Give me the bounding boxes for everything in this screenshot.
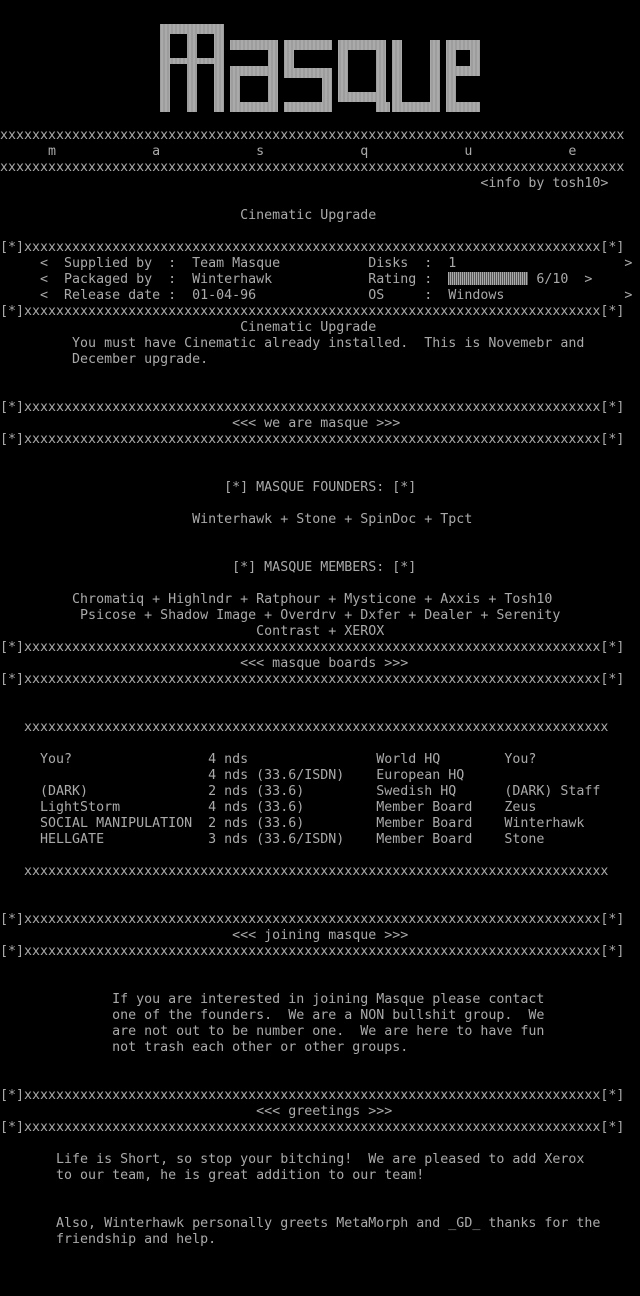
nfo-line-text: xxxxxxxxxxxxxxxxxxxxxxxxxxxxxxxxxxxxxxxxxxxxxxxxxxxxxxxxxxxxxxxxxxxxxxxxxxxxxx bbox=[0, 160, 625, 175]
nfo-line-text: Contrast + XEROX bbox=[0, 624, 385, 639]
nfo-line bbox=[0, 144, 576, 160]
nfo-line-text: [*]xxxxxxxxxxxxxxxxxxxxxxxxxxxxxxxxxxxxxxxxxxxxxxxxxxxxxxxxxxxxxxxxxxxxxxxx[*] bbox=[0, 944, 625, 959]
logo-block bbox=[230, 102, 278, 112]
masque-logo bbox=[160, 16, 480, 112]
nfo-line bbox=[0, 592, 552, 608]
nfo-line-text: SOCIAL MANIPULATION 2 nds (33.6) Member Board Winterhawk bbox=[0, 816, 585, 831]
nfo-line bbox=[0, 624, 384, 640]
nfo-line-text: 4 nds (33.6/ISDN) European HQ bbox=[0, 768, 465, 783]
nfo-line bbox=[0, 352, 208, 368]
nfo-line-text: xxxxxxxxxxxxxxxxxxxxxxxxxxxxxxxxxxxxxxxxxxxxxxxxxxxxxxxxxxxxxxxxxxxxxxxxx bbox=[0, 720, 609, 735]
nfo-line-text: are not out to be number one. We are here to have fun bbox=[0, 1024, 545, 1039]
nfo-line-text: Chromatiq + Highlndr + Ratphour + Mysticone + Axxis + Tosh10 bbox=[0, 592, 553, 607]
nfo-line bbox=[0, 336, 584, 352]
nfo-line bbox=[0, 416, 400, 432]
nfo-line-text: Winterhawk + Stone + SpinDoc + Tpct bbox=[0, 512, 473, 527]
nfo-line bbox=[0, 992, 544, 1008]
nfo-line-text: HELLGATE 3 nds (33.6/ISDN) Member Board Stone bbox=[0, 832, 545, 847]
nfo-line-text: [*]xxxxxxxxxxxxxxxxxxxxxxxxxxxxxxxxxxxxxxxxxxxxxxxxxxxxxxxxxxxxxxxxxxxxxxxx[*] bbox=[0, 640, 625, 655]
nfo-line-text: [*]xxxxxxxxxxxxxxxxxxxxxxxxxxxxxxxxxxxxxxxxxxxxxxxxxxxxxxxxxxxxxxxxxxxxxxxx[*] bbox=[0, 432, 625, 447]
nfo-line bbox=[0, 512, 472, 528]
logo-block bbox=[338, 92, 386, 102]
nfo-line bbox=[0, 304, 624, 320]
nfo-line-text: Also, Winterhawk personally greets MetaMorph and _GD_ thanks for the bbox=[0, 1216, 601, 1231]
nfo-line bbox=[0, 1232, 216, 1248]
nfo-line bbox=[0, 720, 608, 736]
nfo-line-text: [*]xxxxxxxxxxxxxxxxxxxxxxxxxxxxxxxxxxxxxxxxxxxxxxxxxxxxxxxxxxxxxxxxxxxxxxxx[*] bbox=[0, 912, 625, 927]
nfo-line-text: [*] MASQUE MEMBERS: [*] bbox=[0, 560, 417, 575]
nfo-line-text: You must have Cinematic already installed. This is Novemebr and bbox=[0, 336, 585, 351]
nfo-line-text: [*]xxxxxxxxxxxxxxxxxxxxxxxxxxxxxxxxxxxxxxxxxxxxxxxxxxxxxxxxxxxxxxxxxxxxxxxx[*] bbox=[0, 240, 625, 255]
nfo-line bbox=[0, 400, 624, 416]
rating-value: 6/10 > bbox=[528, 272, 593, 287]
logo-block bbox=[160, 24, 170, 112]
nfo-line bbox=[0, 928, 408, 944]
nfo-line-text: Psicose + Shadow Image + Overdrv + Dxfer + Dealer + Serenity bbox=[0, 608, 561, 623]
nfo-line bbox=[0, 784, 600, 800]
nfo-line bbox=[0, 608, 560, 624]
nfo-line-text: You? 4 nds World HQ You? bbox=[0, 752, 537, 767]
nfo-line bbox=[0, 912, 624, 928]
nfo-line bbox=[0, 176, 608, 192]
nfo-line bbox=[0, 672, 624, 688]
rating-line bbox=[0, 272, 592, 288]
nfo-line bbox=[0, 656, 408, 672]
nfo-line-text: <<< we are masque >>> bbox=[0, 416, 401, 431]
nfo-line bbox=[0, 816, 584, 832]
nfo-line-text: m a s q u e bbox=[0, 144, 577, 159]
nfo-line bbox=[0, 208, 376, 224]
nfo-line-text: December upgrade. bbox=[0, 352, 209, 367]
nfo-line-text: <<< masque boards >>> bbox=[0, 656, 409, 671]
nfo-line-text: not trash each other or other groups. bbox=[0, 1040, 409, 1055]
nfo-line bbox=[0, 800, 536, 816]
nfo-line bbox=[0, 1104, 392, 1120]
nfo-line bbox=[0, 432, 624, 448]
nfo-line-text: [*]xxxxxxxxxxxxxxxxxxxxxxxxxxxxxxxxxxxxxxxxxxxxxxxxxxxxxxxxxxxxxxxxxxxxxxxx[*] bbox=[0, 1088, 625, 1103]
nfo-line bbox=[0, 320, 376, 336]
nfo-line bbox=[0, 768, 464, 784]
nfo-line-text: Life is Short, so stop your bitching! We are pleased to add Xerox bbox=[0, 1152, 585, 1167]
nfo-line-text: [*]xxxxxxxxxxxxxxxxxxxxxxxxxxxxxxxxxxxxxxxxxxxxxxxxxxxxxxxxxxxxxxxxxxxxxxxx[*] bbox=[0, 1120, 625, 1135]
nfo-line-text: < Release date : 01-04-96 OS : Windows > bbox=[0, 288, 633, 303]
nfo-line bbox=[0, 240, 624, 256]
logo-block bbox=[470, 40, 480, 76]
nfo-line bbox=[0, 864, 608, 880]
nfo-line-text: [*]xxxxxxxxxxxxxxxxxxxxxxxxxxxxxxxxxxxxxxxxxxxxxxxxxxxxxxxxxxxxxxxxxxxxxxxx[*] bbox=[0, 304, 625, 319]
logo-block bbox=[430, 40, 440, 112]
nfo-line-text: (DARK) 2 nds (33.6) Swedish HQ (DARK) Staff bbox=[0, 784, 601, 799]
rating-meter bbox=[448, 272, 528, 285]
logo-block bbox=[214, 24, 224, 112]
nfo-line bbox=[0, 1216, 600, 1232]
nfo-line-text: < Supplied by : Team Masque Disks : 1 > bbox=[0, 256, 633, 271]
nfo-line-text: <info by tosh10> bbox=[0, 176, 609, 191]
nfo-line-text: xxxxxxxxxxxxxxxxxxxxxxxxxxxxxxxxxxxxxxxxxxxxxxxxxxxxxxxxxxxxxxxxxxxxxxxxxxxxxx bbox=[0, 128, 625, 143]
nfo-line-text: LightStorm 4 nds (33.6) Member Board Zeus bbox=[0, 800, 537, 815]
nfo-line-text: [*]xxxxxxxxxxxxxxxxxxxxxxxxxxxxxxxxxxxxxxxxxxxxxxxxxxxxxxxxxxxxxxxxxxxxxxxx[*] bbox=[0, 672, 625, 687]
nfo-line-text: If you are interested in joining Masque please contact bbox=[0, 992, 545, 1007]
nfo-line bbox=[0, 288, 632, 304]
nfo-line bbox=[0, 944, 624, 960]
nfo-line bbox=[0, 832, 544, 848]
nfo-line-text: <<< joining masque >>> bbox=[0, 928, 409, 943]
nfo-line bbox=[0, 640, 624, 656]
nfo-line-text: < Packaged by : Winterhawk Rating : bbox=[0, 272, 449, 287]
nfo-line bbox=[0, 1168, 424, 1184]
nfo-line bbox=[0, 256, 632, 272]
nfo-line bbox=[0, 160, 624, 176]
nfo-line-text: [*]xxxxxxxxxxxxxxxxxxxxxxxxxxxxxxxxxxxxxxxxxxxxxxxxxxxxxxxxxxxxxxxxxxxxxxxx[*] bbox=[0, 400, 625, 415]
nfo-line bbox=[0, 1152, 584, 1168]
nfo-line bbox=[0, 1040, 408, 1056]
nfo-line-text: [*] MASQUE FOUNDERS: [*] bbox=[0, 480, 417, 495]
nfo-line-text: one of the founders. We are a NON bullshit group. We bbox=[0, 1008, 545, 1023]
nfo-line-text: Cinematic Upgrade bbox=[0, 320, 377, 335]
nfo-line bbox=[0, 1008, 544, 1024]
nfo-line bbox=[0, 560, 416, 576]
nfo-line bbox=[0, 752, 536, 768]
nfo-line bbox=[0, 128, 624, 144]
nfo-line-text: xxxxxxxxxxxxxxxxxxxxxxxxxxxxxxxxxxxxxxxxxxxxxxxxxxxxxxxxxxxxxxxxxxxxxxxxx bbox=[0, 864, 609, 879]
logo-block bbox=[392, 40, 402, 112]
nfo-line bbox=[0, 480, 416, 496]
nfo-line-text: to our team, he is great addition to our team! bbox=[0, 1168, 425, 1183]
nfo-line bbox=[0, 1024, 544, 1040]
nfo-line-text: Cinematic Upgrade bbox=[0, 208, 377, 223]
nfo-line-text: friendship and help. bbox=[0, 1232, 217, 1247]
logo-block bbox=[446, 102, 480, 112]
nfo-line-text: <<< greetings >>> bbox=[0, 1104, 393, 1119]
nfo-line bbox=[0, 1088, 624, 1104]
nfo-line bbox=[0, 1120, 624, 1136]
